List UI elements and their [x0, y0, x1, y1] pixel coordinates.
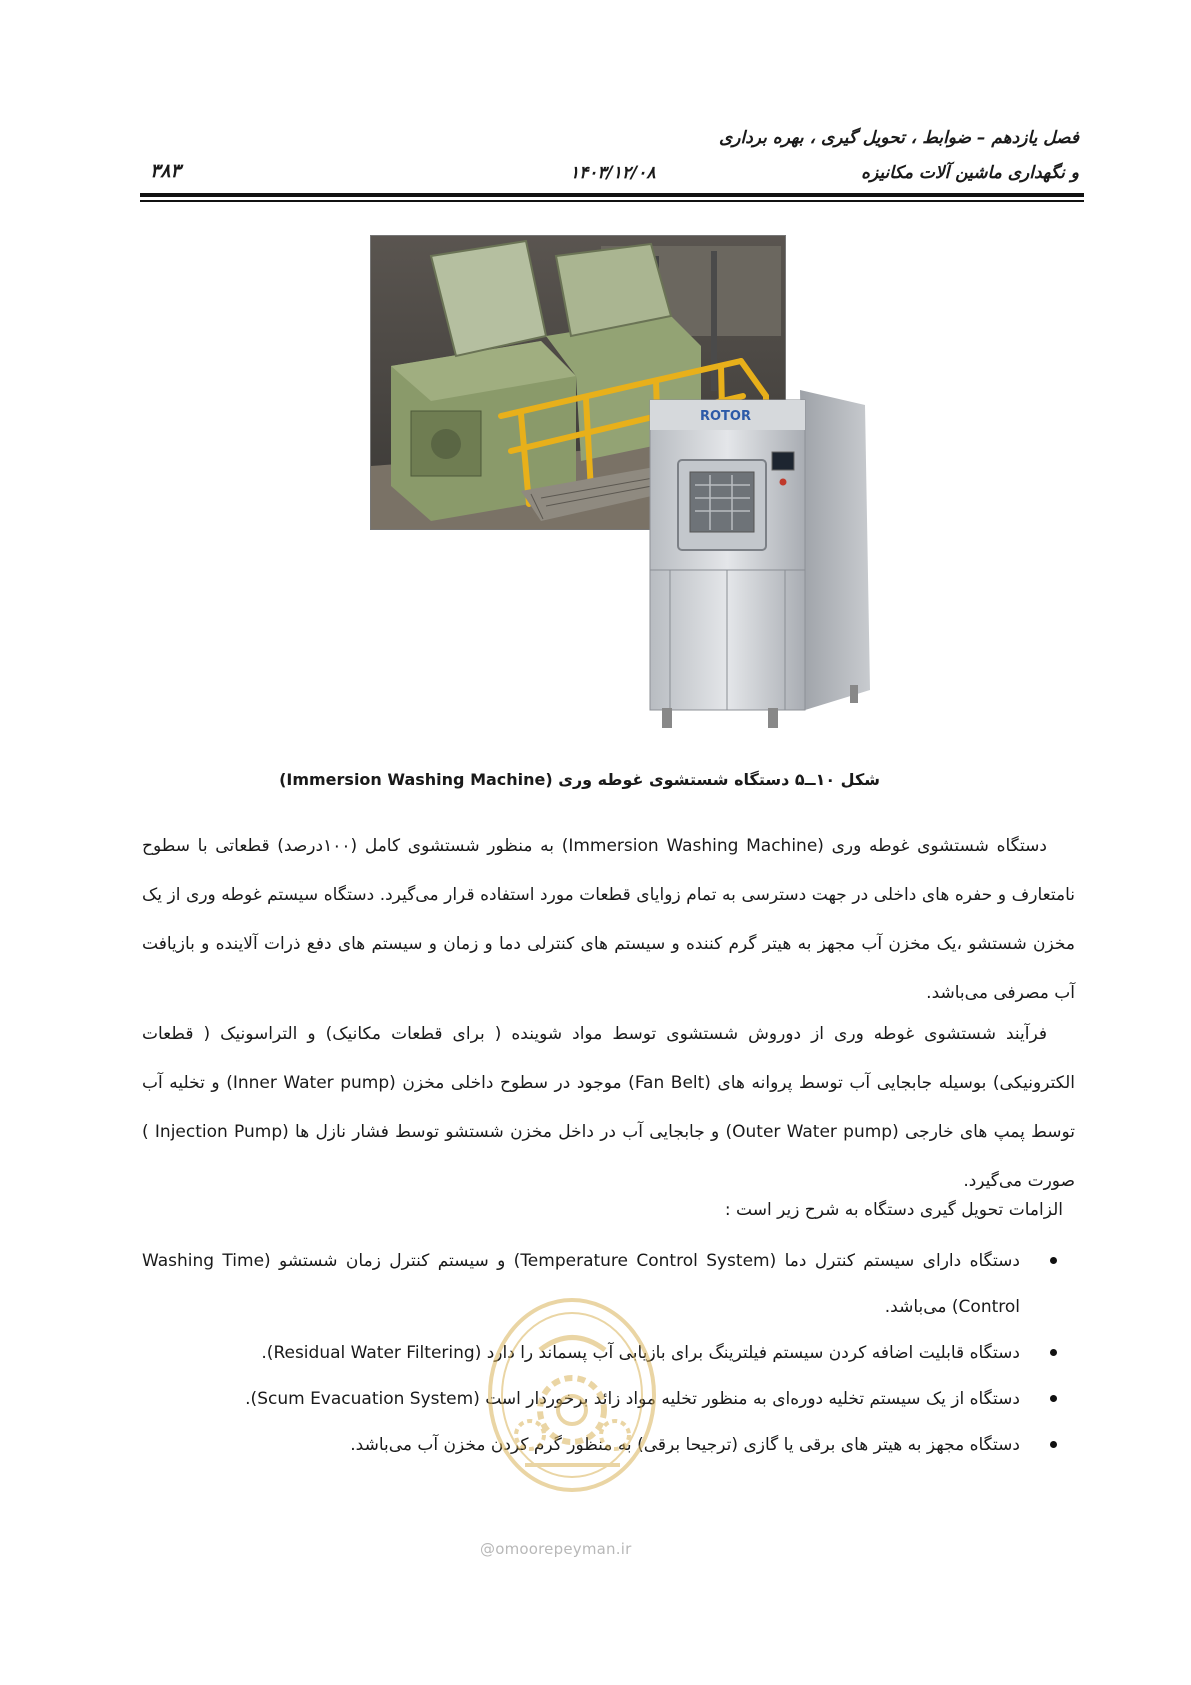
- requirement-text: دستگاه دارای سیستم کنترل دما (Temperature Control System) و سیستم کنترل زمان شستشو (Washing Time Control) می‌باشد.: [142, 1251, 1020, 1317]
- figure-caption: شکل ۱۰ــ۵ دستگاه شستشوی غوطه وری (Immersion Washing Machine): [279, 770, 880, 789]
- header-rule-thick: [140, 193, 1084, 197]
- header-rule-thin: [140, 200, 1084, 202]
- requirement-text: دستگاه از یک سیستم تخلیه دوره‌ای به منظور تخلیه مواد زائد برخوردار است (Scum Evacuation System).: [245, 1389, 1020, 1409]
- chapter-title: فصل یازدهم – ضوابط ، تحویل گیری ، بهره برداری: [718, 128, 1079, 148]
- page-number: ۳۸۳: [150, 160, 181, 182]
- website-text: omoorepeyman.ir: [495, 1540, 632, 1558]
- paragraph-1: دستگاه شستشوی غوطه وری (Immersion Washing Machine) به منظور شستشوی کامل (۱۰۰درصد) قطعاتی با سطوح نامتعارف و حفره های داخلی در جهت دسترسی به تمام زوایای قطعات مورد استفاده قرار می‌گیرد. دستگاه سیستم غوطه وری از یک مخزن شستشو ،یک مخزن آب مجهز به هیتر گرم کننده و سیستم های کنترلی دما و زمان و سیستم های دفع ذرات آلاینده و بازیافت آب مصرفی می‌باشد.: [142, 836, 1075, 1003]
- at-sign-icon: @: [480, 1540, 496, 1558]
- rotor-washer-photo: [640, 390, 890, 735]
- header-date: ۱۴۰۳/۱۲/۰۸: [570, 163, 656, 183]
- requirement-text: دستگاه مجهز به هیتر های برقی یا گازی (ترجیحا برقی) به منظور گرم کردن مخزن آب می‌باشد.: [350, 1435, 1020, 1455]
- website-footer: [480, 1540, 631, 1558]
- paragraph-2: فرآیند شستشوی غوطه وری از دوروش شستشوی توسط مواد شوینده ( برای قطعات مکانیک) و التراسونیک ( قطعات الکترونیکی) بوسیله جابجایی آب توسط پروانه های (Fan Belt) موجود در سطوح داخلی مخزن (Inner Water pump) و تخلیه آب توسط پمپ های خارجی (Outer Water pump) و جابجایی آب در داخل مخزن شستشو توسط فشار نازل ها (Injection Pump ) صورت می‌گیرد.: [142, 1024, 1075, 1191]
- bullet-dot-icon: [1050, 1257, 1057, 1264]
- rotor-brand-label: ROTOR: [700, 409, 751, 424]
- bullet-dot-icon: [1050, 1349, 1057, 1356]
- bullet-dot-icon: [1050, 1441, 1057, 1448]
- emblem-watermark-icon: [485, 1295, 660, 1495]
- chapter-subtitle: و نگهداری ماشین آلات مکانیزه: [861, 163, 1079, 183]
- requirement-text: دستگاه قابلیت اضافه کردن سیستم فیلترینگ برای بازیابی آب پسماند را دارد (Residual Water Filtering).: [261, 1343, 1020, 1363]
- requirements-intro: الزامات تحویل گیری دستگاه به شرح زیر است :: [724, 1200, 1063, 1220]
- bullet-dot-icon: [1050, 1395, 1057, 1402]
